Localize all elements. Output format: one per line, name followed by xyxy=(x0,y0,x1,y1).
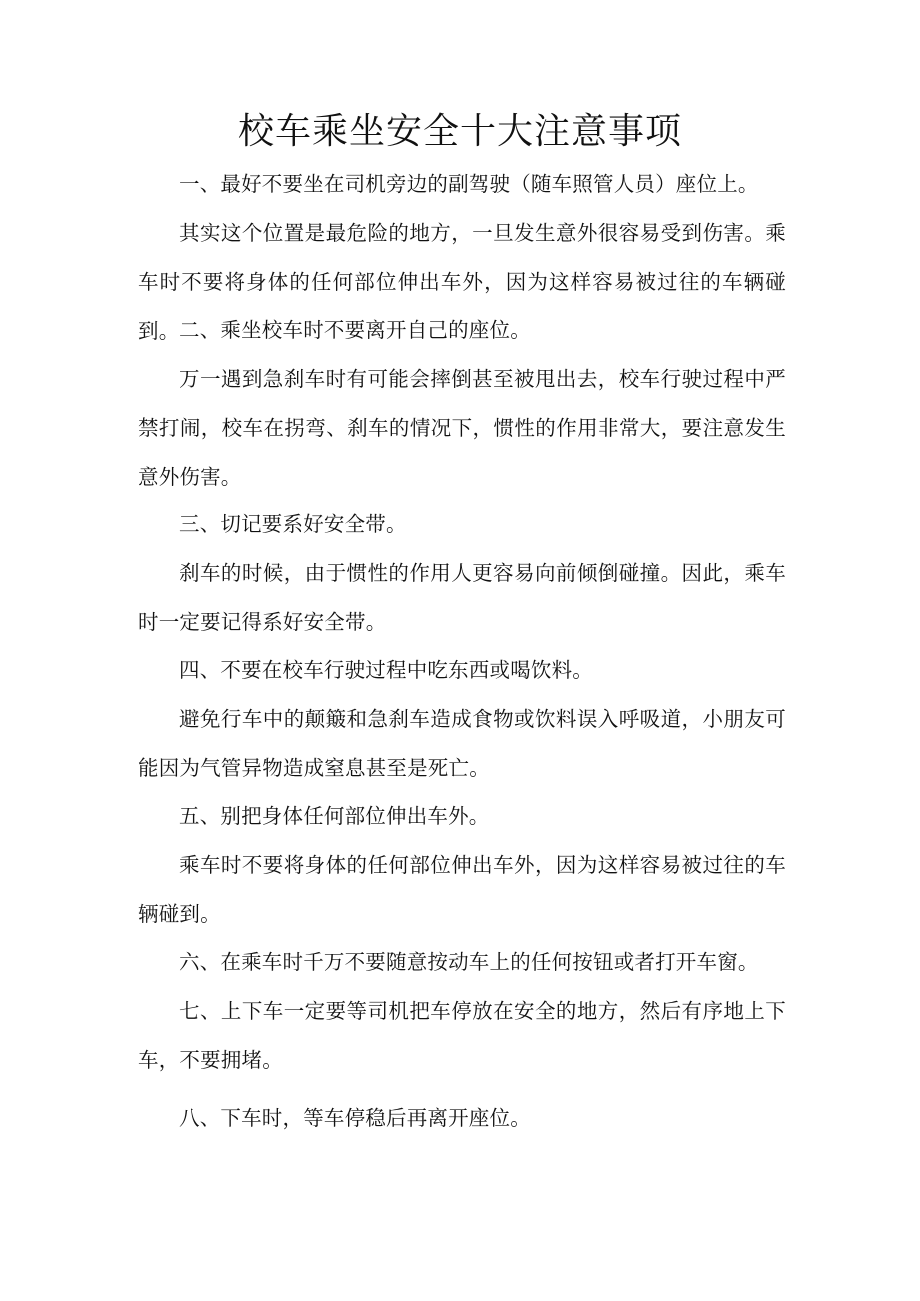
rule-5-detail: 乘车时不要将身体的任何部位伸出车外，因为这样容易被过往的车辆碰到。 xyxy=(138,853,786,926)
rule-1-heading: 一、最好不要坐在司机旁边的副驾驶（随车照管人员）座位上。 xyxy=(179,172,759,196)
rule-1-detail: 其实这个位置是最危险的地方，一旦发生意外很容易受到伤害。乘车时不要将身体的任何部位伸出车外，因为这样容易被过往的车辆碰到。 xyxy=(138,221,786,343)
rule-3-detail: 刹车的时候，由于惯性的作用人更容易向前倾倒碰撞。因此，乘车时一定要记得系好安全带。 xyxy=(138,561,786,634)
rule-4-detail: 避免行车中的颠簸和急刹车造成食物或饮料误入呼吸道，小朋友可能因为气管异物造成窒息甚至是死亡。 xyxy=(138,707,786,780)
document-title: 校车乘坐安全十大注意事项 xyxy=(237,111,682,152)
rule-2-heading: 二、乘坐校车时不要离开自己的座位。 xyxy=(179,318,531,342)
rule-4-heading: 四、不要在校车行驶过程中吃东西或喝饮料。 xyxy=(179,658,593,682)
rule-6-heading: 六、在乘车时千万不要随意按动车上的任何按钮或者打开车窗。 xyxy=(179,950,759,974)
rule-5-heading: 五、别把身体任何部位伸出车外。 xyxy=(179,804,490,828)
rule-3-heading: 三、切记要系好安全带。 xyxy=(179,512,407,536)
rule-2-detail: 万一遇到急刹车时有可能会摔倒甚至被甩出去，校车行驶过程中严禁打闹，校车在拐弯、刹车的情况下，惯性的作用非常大，要注意发生意外伤害。 xyxy=(138,367,786,489)
rule-7-heading: 七、上下车一定要等司机把车停放在安全的地方，然后有序地上下车，不要拥堵。 xyxy=(138,999,786,1072)
rule-8-heading: 八、下车时，等车停稳后再离开座位。 xyxy=(179,1106,531,1130)
